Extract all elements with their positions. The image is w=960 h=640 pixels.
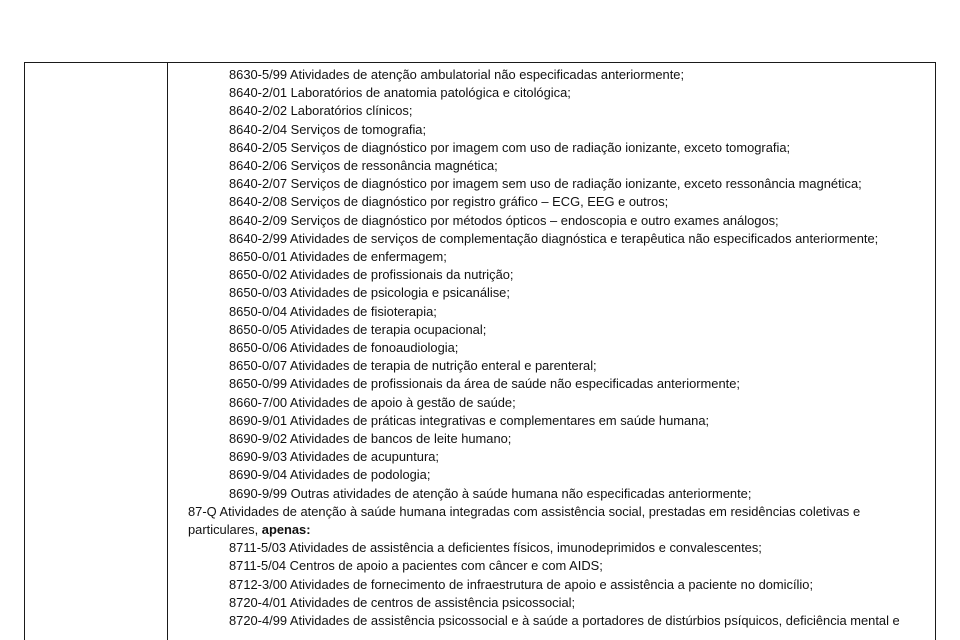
list-item: 8640-2/06 Serviços de ressonância magnética; [229,158,498,174]
list-item: 8640-2/99 Atividades de serviços de complementação diagnóstica e terapêutica não especificados anteriormente; [229,230,879,246]
list-item: 8640-2/01 Laboratórios de anatomia patológica e citológica; [229,85,571,101]
list-item: 8720-4/01 Atividades de centros de assistência psicossocial; [229,594,576,610]
list-item: 8640-2/07 Serviços de diagnóstico por imagem sem uso de radiação ionizante, exceto ressonância magnética; [229,176,862,192]
list-item: 8640-2/08 Serviços de diagnóstico por registro gráfico – ECG, EEG e outros; [229,194,669,210]
list-item: 8640-2/04 Serviços de tomografia; [229,121,427,137]
list-item: 8650-0/01 Atividades de enfermagem; [229,249,447,265]
list-item: 8711-5/03 Atividades de assistência a deficientes físicos, imunodeprimidos e convalescentes; [229,540,762,556]
list-item: 8640-2/02 Laboratórios clínicos; [229,103,413,119]
list-item: 8690-9/03 Atividades de acupuntura; [229,449,439,465]
list-item: 8650-0/02 Atividades de profissionais da nutrição; [229,267,514,283]
list-item: 8690-9/01 Atividades de práticas integrativas e complementares em saúde humana; [229,412,710,428]
table-right-column [168,63,935,640]
group-heading-text: 87-Q Atividades de atenção à saúde humana integradas com assistência social, prestadas em residências coletivas e particulares, [188,503,861,538]
group-heading-87q [188,503,927,539]
list-item: 8650-0/03 Atividades de psicologia e psicanálise; [229,285,510,301]
list-item: 8640-2/09 Serviços de diagnóstico por métodos ópticos – endoscopia e outro exames análogos; [229,212,779,228]
list-item: 8690-9/04 Atividades de podologia; [229,467,431,483]
list-item: 8640-2/05 Serviços de diagnóstico por imagem com uso de radiação ionizante, exceto tomografia; [229,139,791,155]
list-item: 8630-5/99 Atividades de atenção ambulatorial não especificadas anteriormente; [229,67,685,82]
list-item: 8711-5/04 Centros de apoio a pacientes com câncer e com AIDS; [229,558,603,574]
group-heading-bold-suffix: apenas: [261,522,311,538]
list-item: 8650-0/06 Atividades de fonoaudiologia; [229,340,459,356]
list-item: 8690-9/99 Outras atividades de atenção à saúde humana não especificadas anteriormente; [229,485,752,501]
list-item: 8712-3/00 Atividades de fornecimento de infraestrutura de apoio e assistência a paciente no domicílio; [229,576,814,592]
list-item: 8720-4/99 Atividades de assistência psicossocial e à saúde a portadores de distúrbios psíquicos, deficiência mental e [229,613,900,629]
cnae-table [24,62,936,640]
list-item: 8650-0/07 Atividades de terapia de nutrição enteral e parenteral; [229,358,597,374]
list-item: 8650-0/04 Atividades de fisioterapia; [229,303,437,319]
list-item: 8650-0/05 Atividades de terapia ocupacional; [229,321,487,337]
list-item: 8650-0/99 Atividades de profissionais da área de saúde não especificadas anteriormente; [229,376,740,392]
list-item: 8690-9/02 Atividades de bancos de leite humano; [229,431,512,447]
table-left-column [25,63,168,640]
list-item: 8660-7/00 Atividades de apoio à gestão de saúde; [229,394,516,410]
